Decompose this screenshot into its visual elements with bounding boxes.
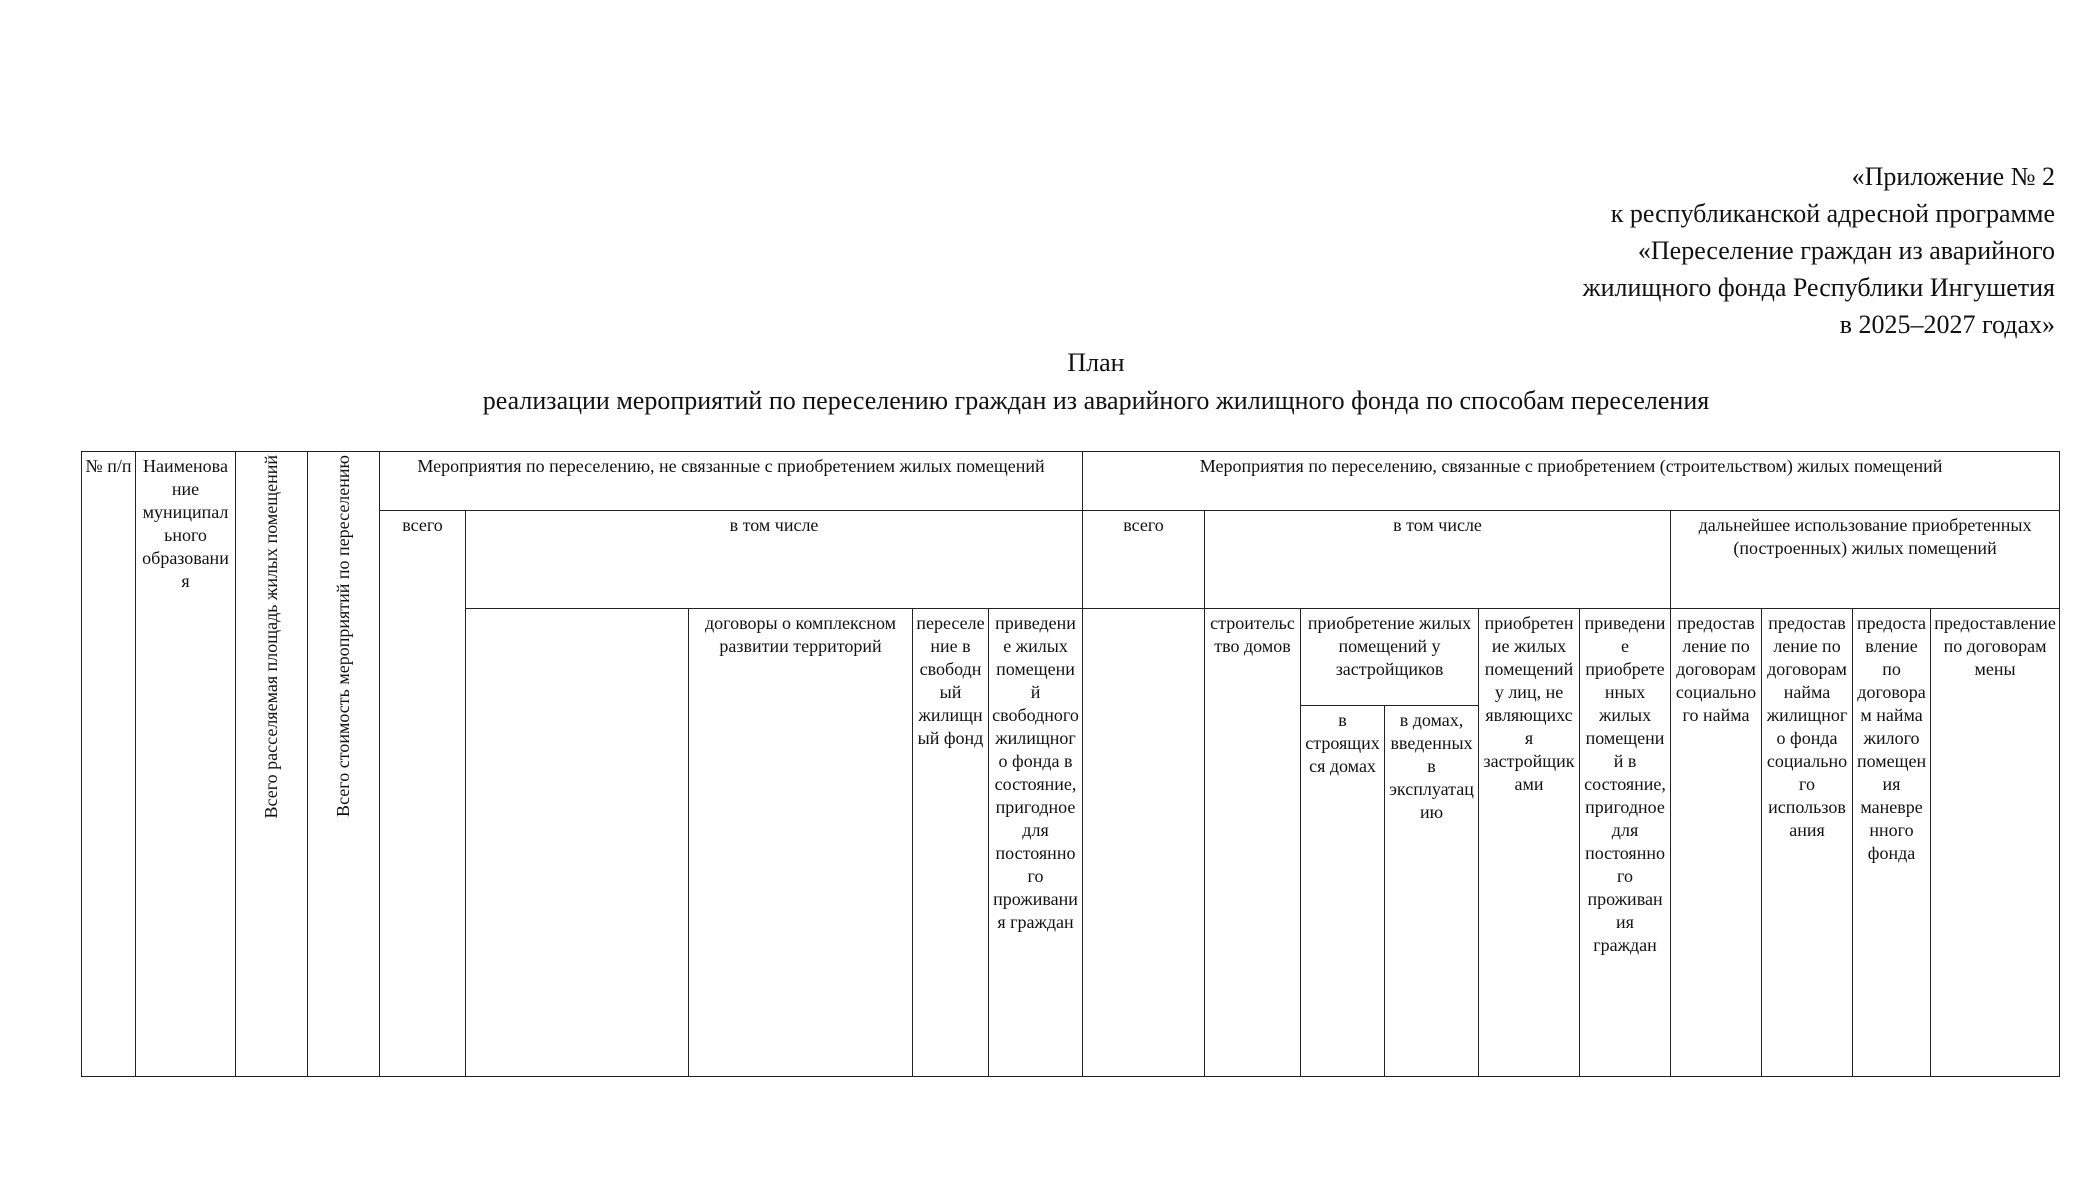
plan-heading [0, 344, 2098, 420]
col-total-cost-label: Всего стоимость мероприятий по переселению [333, 455, 353, 817]
in-construction-header: в строящихся домах [1301, 706, 1385, 1077]
acquisition-developers-header: приобретение жилых помещений у застройщиков [1301, 609, 1479, 706]
in-operation-header: в домах, введенных в эксплуатацию [1385, 706, 1479, 1077]
social-use-rent-header: предоставление по договорам найма жилищного фонда социального использования [1762, 609, 1853, 1077]
further-use-header: дальнейшее использование приобретенных (построенных) жилых помещений [1671, 511, 2060, 609]
appendix-line: в 2025–2027 годах» [1839, 310, 2055, 339]
exchange-header: предоставление по договорам мены [1931, 609, 2060, 1077]
appendix-header [1583, 158, 2055, 343]
appendix-line: жилищного фонда Республики Ингушетия [1582, 273, 2055, 302]
resettlement-free-fund-header: переселение в свободный жилищный фонд [913, 609, 989, 1077]
col-total-area-header [236, 452, 308, 1077]
total-not-acquisition-header: всего [380, 511, 466, 1077]
group-acquisition-header: Мероприятия по переселению, связанные с приобретением (строительством) жилых помещений [1083, 452, 2060, 511]
maneuver-rent-header: предоставление по договорам найма жилого помещения маневренного фонда [1853, 609, 1931, 1077]
bringing-acquired-header: приведение приобретенных жилых помещений в состояние, пригодное для постоянного проживания граждан [1580, 609, 1671, 1077]
acquisition-non-developers-header: приобретение жилых помещений у лиц, не являющихся застройщиками [1479, 609, 1580, 1077]
appendix-line: «Переселение граждан из аварийного [1637, 236, 2055, 265]
resettlement-plan-table [81, 451, 2060, 1077]
empty-acquisition-subcol-header [1083, 609, 1205, 1077]
bringing-free-fund-header: приведение жилых помещений свободного жилищного фонда в состояние, пригодное для постоянного проживания граждан [989, 609, 1083, 1077]
including-acquisition-header: в том числе [1205, 511, 1671, 609]
plan-title: План [1067, 348, 1125, 377]
including-not-acquisition-header: в том числе [466, 511, 1083, 609]
col-number-header: № п/п [82, 452, 136, 1077]
total-acquisition-header: всего [1083, 511, 1205, 609]
appendix-line: «Приложение № 2 [1851, 162, 2055, 191]
house-construction-header: строительство домов [1205, 609, 1301, 1077]
social-rent-header: предоставление по договорам социального найма [1671, 609, 1762, 1077]
group-not-acquisition-header: Мероприятия по переселению, не связанные с приобретением жилых помещений [380, 452, 1083, 511]
complex-development-header: договоры о комплексном развитии территорий [689, 609, 913, 1077]
col-total-cost-header [308, 452, 380, 1077]
appendix-line: к республиканской адресной программе [1610, 199, 2055, 228]
col-total-area-label: Всего расселяемая площадь жилых помещений [261, 455, 281, 819]
empty-subcol-header [466, 609, 689, 1077]
plan-subtitle: реализации мероприятий по переселению граждан из аварийного жилищного фонда по способам переселения [482, 386, 1710, 415]
col-municipality-header: Наименование муниципального образования [136, 452, 236, 1077]
